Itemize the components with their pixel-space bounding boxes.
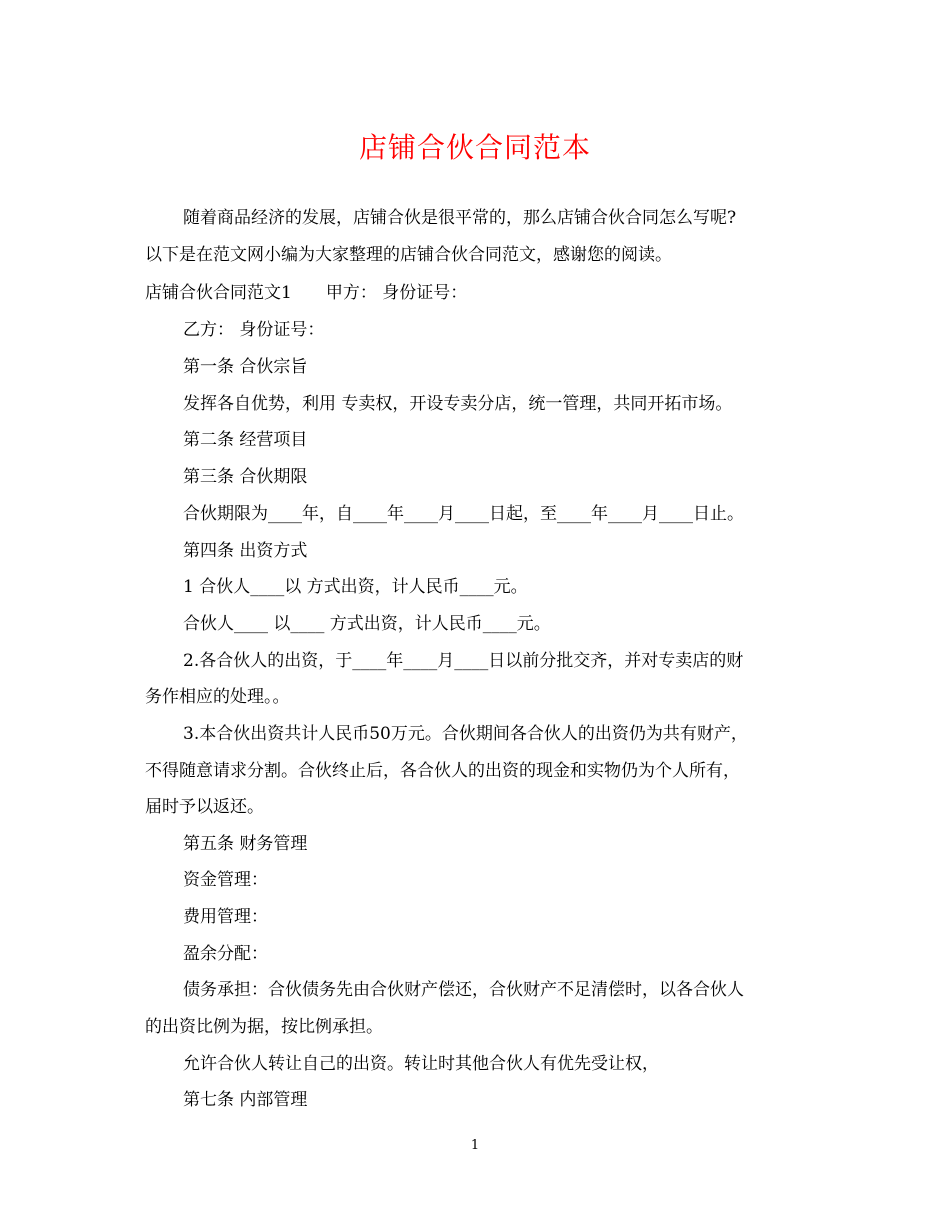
section-heading: 第三条 合伙期限	[183, 467, 308, 487]
paragraph-line: 随着商品经济的发展，店铺合伙是很平常的，那么店铺合伙合同怎么写呢?	[183, 208, 737, 228]
paragraph-line: 务作相应的处理。。	[145, 687, 290, 707]
section-heading: 第四条 出资方式	[183, 541, 308, 561]
paragraph-line: 2.各合伙人的出资，于____年____月____日以前分批交齐，并对专卖店的财	[183, 651, 744, 671]
page-number: 1	[470, 1138, 480, 1153]
paragraph-line: 债务承担：合伙债务先由合伙财产偿还，合伙财产不足清偿时，以各合伙人	[183, 980, 744, 1000]
section-heading: 第一条 合伙宗旨	[183, 357, 308, 377]
section-heading: 第五条 财务管理	[183, 834, 308, 854]
paragraph-line: 乙方： 身份证号：	[183, 320, 325, 340]
paragraph-line: 资金管理：	[183, 870, 268, 890]
paragraph-line: 不得随意请求分割。合伙终止后，各合伙人的出资的现金和实物仍为个人所有，	[145, 761, 740, 781]
paragraph-line: 合伙人____ 以____ 方式出资，计人民币____元。	[183, 614, 551, 634]
paragraph-line: 合伙期限为____年，自____年____月____日起，至____年____月____日止。	[183, 504, 744, 524]
paragraph-line: 1 合伙人____以 方式出资，计人民币____元。	[183, 577, 528, 597]
document-title: 店铺合伙合同范本	[358, 131, 591, 164]
paragraph-line: 的出资比例为据，按比例承担。	[145, 1017, 383, 1037]
section-heading: 第七条 内部管理	[183, 1090, 308, 1110]
paragraph-line: 发挥各自优势，利用 专卖权，开设专卖分店，统一管理，共同开拓市场。	[183, 394, 733, 414]
paragraph-line: 费用管理：	[183, 907, 268, 927]
paragraph-line: 以下是在范文网小编为大家整理的店铺合伙合同范文，感谢您的阅读。	[145, 245, 672, 265]
paragraph-line: 店铺合伙合同范文1 甲方： 身份证号：	[145, 283, 468, 303]
paragraph-line: 盈余分配：	[183, 944, 268, 964]
paragraph-line: 3.本合伙出资共计人民币50万元。合伙期间各合伙人的出资仍为共有财产，	[183, 724, 748, 744]
section-heading: 第二条 经营项目	[183, 430, 308, 450]
paragraph-line: 届时予以返还。	[145, 797, 264, 817]
paragraph-line: 允许合伙人转让自己的出资。转让时其他合伙人有优先受让权，	[183, 1054, 659, 1074]
